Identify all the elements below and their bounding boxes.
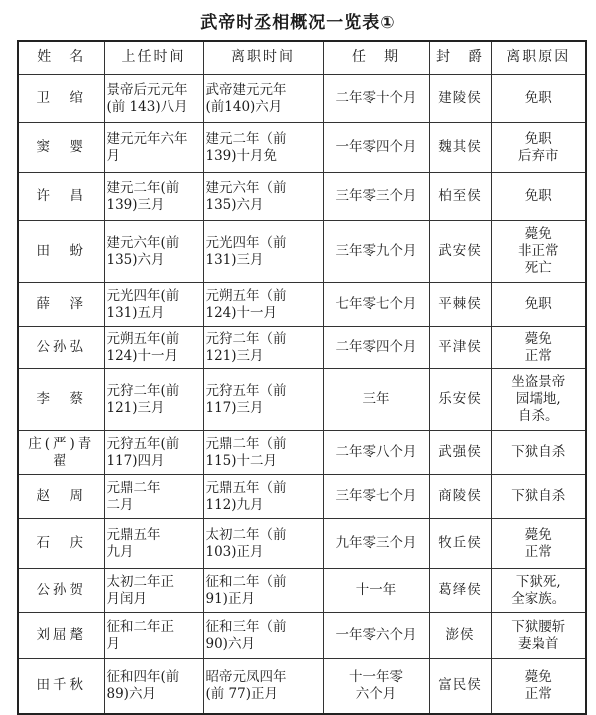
cell-start-time-line: 月闰月 [106, 590, 147, 607]
table-row [18, 75, 586, 123]
cell-reason [491, 613, 586, 659]
cell-reason-line: 坐盗景帝 [511, 374, 566, 391]
cell-reason-line: 妻枭首 [518, 635, 559, 652]
cell-start-time-line: (前 143)八月 [106, 98, 188, 115]
cell-name: 公孙贺 [18, 569, 104, 613]
cell-title: 商陵侯 [429, 475, 491, 519]
cell-start-time-line: 121)三月 [106, 399, 165, 416]
cell-start-time [104, 327, 203, 369]
cell-reason [491, 475, 586, 519]
cell-term [323, 569, 429, 613]
cell-term [323, 613, 429, 659]
cell-end-time-line: 124)十一月 [205, 304, 278, 321]
cell-reason-line: 非正常 [518, 243, 559, 260]
cell-end-time-line: 征和三年（前 [205, 618, 287, 635]
cell-reason-line: 全家族。 [511, 590, 566, 607]
cell-term-line: 六个月 [355, 685, 397, 702]
cell-end-time-line: 元鼎二年（前 [205, 435, 287, 452]
cell-reason-line: 园壖地, [515, 391, 561, 408]
cell-reason-line: 薨免 [524, 226, 552, 243]
cell-start-time-line: 元狩二年(前 [106, 382, 180, 399]
cell-name: 窦 婴 [18, 123, 104, 173]
cell-reason-line: 自杀。 [518, 407, 559, 424]
cell-end-time [203, 221, 323, 283]
table-row [18, 569, 586, 613]
cell-start-time [104, 75, 203, 123]
cell-term-line: 九年零三个月 [335, 535, 417, 552]
cell-reason-line: 下狱自杀 [511, 488, 566, 505]
header-name: 姓 名 [18, 41, 104, 75]
cell-start-time [104, 431, 203, 475]
cell-term [323, 75, 429, 123]
cell-title: 乐安侯 [429, 369, 491, 431]
cell-name: 李 蔡 [18, 369, 104, 431]
cell-title: 牧丘侯 [429, 519, 491, 569]
cell-end-time [203, 369, 323, 431]
cell-title: 武安侯 [429, 221, 491, 283]
cell-reason-line: 后弃市 [518, 147, 559, 164]
cell-end-time-line: (前140)六月 [205, 98, 283, 115]
cell-end-time-line: 121)三月 [205, 347, 264, 364]
cell-term [323, 221, 429, 283]
cell-reason [491, 173, 586, 221]
cell-term-line: 三年零七个月 [335, 488, 417, 505]
table-row [18, 123, 586, 173]
cell-term [323, 431, 429, 475]
cell-name: 庄(严)青翟 [18, 431, 104, 475]
cell-start-time-line: 征和二年正 [106, 618, 174, 635]
cell-name: 刘屈氂 [18, 613, 104, 659]
chancellor-table [17, 40, 587, 715]
table-row [18, 369, 586, 431]
table-row [18, 475, 586, 519]
cell-end-time-line: 太初二年（前 [205, 526, 287, 543]
cell-start-time [104, 221, 203, 283]
cell-name: 公孙弘 [18, 327, 104, 369]
cell-start-time-line: 建元二年(前 [106, 179, 180, 196]
cell-term-line: 三年零九个月 [335, 243, 417, 260]
cell-start-time [104, 369, 203, 431]
cell-start-time [104, 123, 203, 173]
cell-reason [491, 221, 586, 283]
cell-reason-line: 下狱腰斩 [511, 618, 566, 635]
cell-name: 卫 绾 [18, 75, 104, 123]
cell-start-time-line: 元鼎二年 [106, 479, 161, 496]
header-end-time: 离职时间 [203, 41, 323, 75]
cell-title: 富民侯 [429, 659, 491, 714]
cell-title: 葛绎侯 [429, 569, 491, 613]
cell-title: 柏至侯 [429, 173, 491, 221]
cell-start-time-line: 元狩五年(前 [106, 435, 180, 452]
cell-start-time [104, 659, 203, 714]
cell-term [323, 173, 429, 221]
cell-start-time-line: 二月 [106, 496, 134, 513]
cell-reason [491, 369, 586, 431]
cell-term-line: 十一年 [355, 582, 397, 599]
cell-end-time-line: 征和二年（前 [205, 573, 287, 590]
cell-end-time [203, 519, 323, 569]
cell-start-time-line: 131)五月 [106, 304, 165, 321]
cell-reason-line: 正常 [524, 685, 552, 702]
cell-reason-line: 下狱自杀 [511, 444, 566, 461]
cell-reason [491, 327, 586, 369]
cell-end-time [203, 431, 323, 475]
cell-name: 石 庆 [18, 519, 104, 569]
cell-end-time-line: 115)十二月 [205, 452, 278, 469]
cell-title: 澎侯 [429, 613, 491, 659]
cell-term [323, 327, 429, 369]
cell-end-time-line: 91)正月 [205, 590, 255, 607]
cell-term-line: 二年零十个月 [335, 90, 417, 107]
cell-term-line: 一年零六个月 [335, 627, 417, 644]
cell-end-time-line: 元朔五年（前 [205, 287, 287, 304]
cell-term [323, 475, 429, 519]
cell-start-time-line: 建元六年(前 [106, 234, 180, 251]
cell-start-time-line: 元鼎五年 [106, 526, 161, 543]
cell-end-time-line: 135)六月 [205, 196, 264, 213]
cell-term-line: 三年零三个月 [335, 188, 417, 205]
cell-end-time [203, 659, 323, 714]
cell-start-time-line: 月 [106, 635, 120, 652]
cell-start-time-line: 元朔五年(前 [106, 330, 180, 347]
header-title: 封 爵 [429, 41, 491, 75]
table-row [18, 173, 586, 221]
cell-term-line: 十一年零 [349, 668, 403, 685]
cell-title: 平津侯 [429, 327, 491, 369]
cell-start-time-line: 135)六月 [106, 251, 165, 268]
cell-end-time-line: 117)三月 [205, 399, 264, 416]
cell-end-time [203, 283, 323, 327]
cell-end-time-line: 139)十月免 [205, 147, 278, 164]
cell-start-time [104, 613, 203, 659]
cell-end-time-line: 元光四年（前 [205, 234, 287, 251]
cell-end-time-line: 建元六年（前 [205, 179, 287, 196]
cell-end-time-line: 昭帝元凤四年 [205, 668, 287, 685]
cell-reason [491, 569, 586, 613]
cell-end-time-line: 131)三月 [205, 251, 264, 268]
table-row [18, 283, 586, 327]
cell-start-time-line: 建元元年六年 [106, 130, 188, 147]
table-row [18, 519, 586, 569]
cell-reason [491, 519, 586, 569]
cell-end-time [203, 123, 323, 173]
header-start-time: 上任时间 [104, 41, 203, 75]
cell-start-time [104, 569, 203, 613]
cell-title: 武强侯 [429, 431, 491, 475]
cell-term [323, 659, 429, 714]
cell-term-line: 一年零四个月 [335, 139, 417, 156]
cell-start-time-line: 征和四年(前 [106, 668, 180, 685]
cell-title: 平棘侯 [429, 283, 491, 327]
cell-reason [491, 659, 586, 714]
cell-reason-line: 免职 [524, 188, 552, 205]
cell-end-time [203, 613, 323, 659]
cell-term [323, 519, 429, 569]
table-row [18, 431, 586, 475]
cell-end-time-line: (前 77)正月 [205, 685, 279, 702]
table-row [18, 659, 586, 714]
cell-reason-line: 薨免 [524, 526, 552, 543]
cell-term-line: 二年零八个月 [335, 444, 417, 461]
cell-reason-line: 薨免 [524, 330, 552, 347]
cell-reason-line: 正常 [524, 347, 552, 364]
cell-name: 薛 泽 [18, 283, 104, 327]
cell-term [323, 283, 429, 327]
cell-start-time-line: 九月 [106, 543, 134, 560]
cell-start-time-line: 89)六月 [106, 685, 156, 702]
cell-title: 魏其侯 [429, 123, 491, 173]
cell-end-time [203, 173, 323, 221]
cell-end-time-line: 元狩五年（前 [205, 382, 287, 399]
cell-start-time [104, 173, 203, 221]
table-row [18, 613, 586, 659]
header-term: 任 期 [323, 41, 429, 75]
table-title: 武帝时丞相概况一览表① [200, 13, 396, 33]
cell-reason [491, 283, 586, 327]
table-row [18, 221, 586, 283]
header-row [18, 41, 586, 75]
cell-end-time-line: 112)九月 [205, 496, 264, 513]
cell-name: 田 蚡 [18, 221, 104, 283]
cell-start-time-line: 景帝后元元年 [106, 81, 188, 98]
cell-end-time [203, 327, 323, 369]
cell-reason-line: 免职 [524, 90, 552, 107]
cell-start-time [104, 475, 203, 519]
cell-start-time-line: 124)十一月 [106, 347, 179, 364]
cell-start-time [104, 519, 203, 569]
cell-reason-line: 免职 [524, 130, 552, 147]
cell-term-line: 七年零七个月 [335, 296, 417, 313]
cell-term-line: 二年零四个月 [335, 339, 417, 356]
cell-reason [491, 431, 586, 475]
cell-reason-line: 正常 [524, 543, 552, 560]
cell-start-time-line: 139)三月 [106, 196, 165, 213]
cell-start-time [104, 283, 203, 327]
cell-term [323, 369, 429, 431]
table-row [18, 327, 586, 369]
cell-title: 建陵侯 [429, 75, 491, 123]
cell-end-time-line: 武帝建元元年 [205, 81, 287, 98]
header-reason: 离职原因 [491, 41, 586, 75]
cell-start-time-line: 太初二年正 [106, 573, 174, 590]
cell-reason [491, 123, 586, 173]
cell-start-time-line: 月 [106, 147, 120, 164]
cell-end-time-line: 元鼎五年（前 [205, 479, 287, 496]
cell-end-time-line: 元狩二年（前 [205, 330, 287, 347]
cell-end-time [203, 569, 323, 613]
cell-end-time-line: 103)正月 [205, 543, 264, 560]
cell-reason-line: 下狱死, [515, 573, 561, 590]
cell-name: 赵 周 [18, 475, 104, 519]
cell-reason-line: 免职 [524, 296, 552, 313]
cell-end-time-line: 建元二年（前 [205, 130, 287, 147]
cell-name: 田千秋 [18, 659, 104, 714]
cell-term-line: 三年 [362, 391, 390, 408]
cell-reason [491, 75, 586, 123]
cell-reason-line: 死亡 [524, 259, 552, 276]
cell-end-time-line: 90)六月 [205, 635, 255, 652]
cell-name: 许 昌 [18, 173, 104, 221]
cell-start-time-line: 元光四年(前 [106, 287, 180, 304]
cell-end-time [203, 475, 323, 519]
cell-start-time-line: 117)四月 [106, 452, 165, 469]
cell-term [323, 123, 429, 173]
cell-reason-line: 薨免 [524, 668, 552, 685]
cell-end-time [203, 75, 323, 123]
